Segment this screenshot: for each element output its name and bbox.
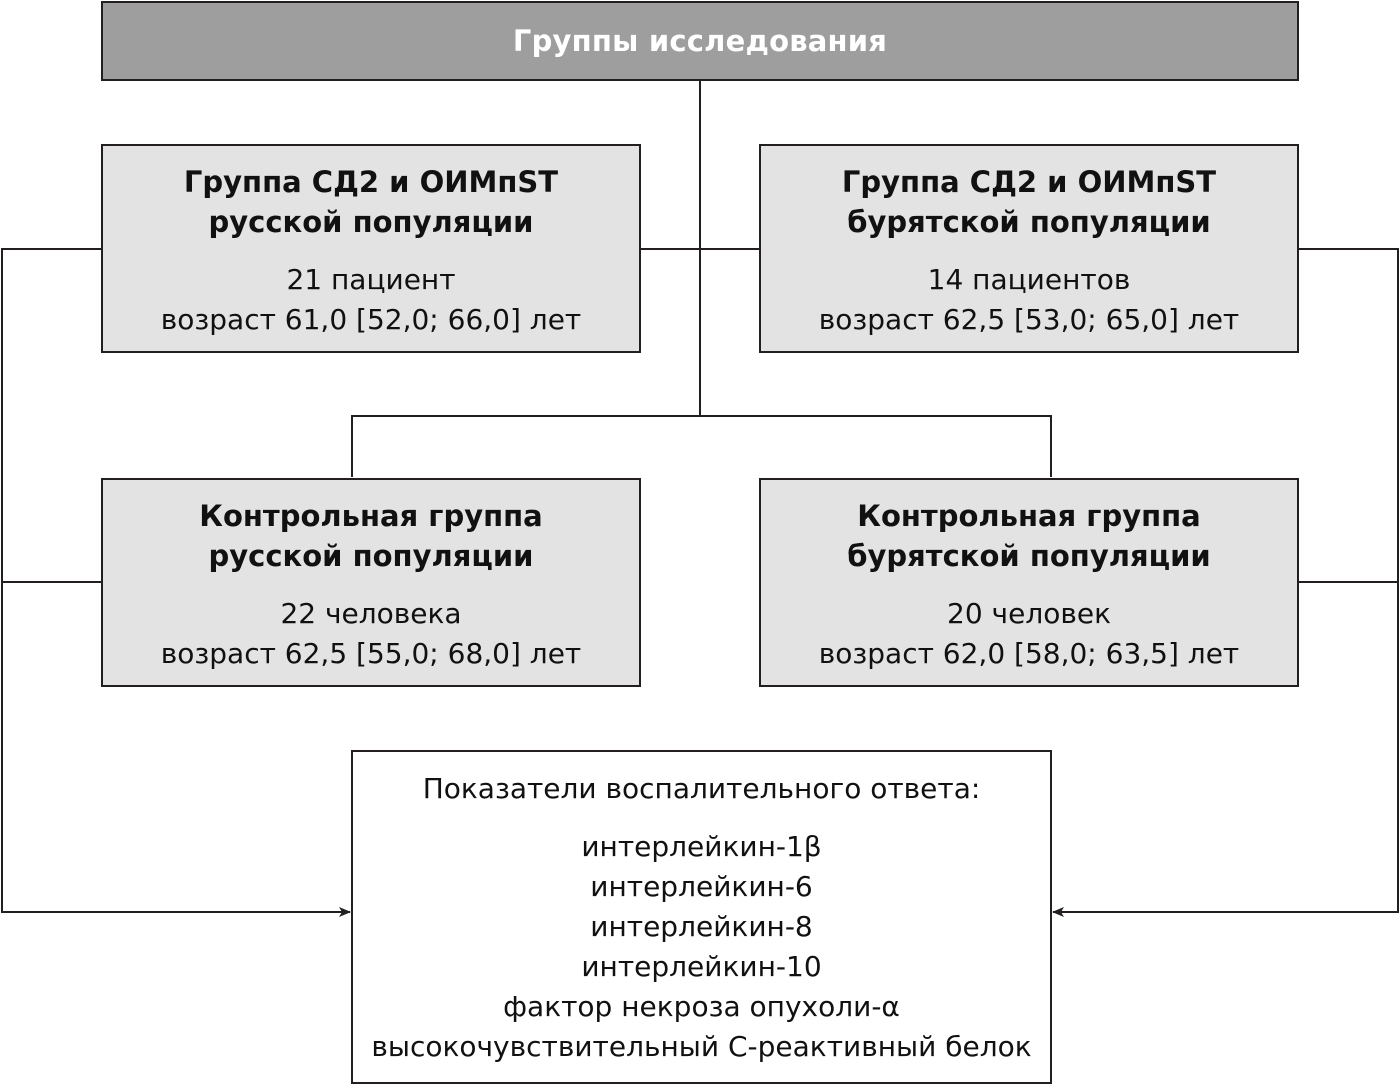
- group-age: возраст 62,5 [55,0; 68,0] лет: [160, 637, 582, 670]
- group-count: 14 пациентов: [927, 263, 1131, 296]
- control-split-line: [352, 416, 1051, 477]
- group-title-line: Группа СД2 и ОИМпST: [183, 165, 559, 199]
- group-info: [761, 260, 1297, 340]
- indicator-item: интерлейкин-8: [590, 910, 813, 943]
- group-title: [103, 162, 639, 242]
- indicators-title: Показатели воспалительного ответа:: [422, 772, 981, 805]
- group-title: [761, 496, 1297, 576]
- group-title-line: бурятской популяции: [847, 205, 1211, 239]
- group-age: возраст 62,5 [53,0; 65,0] лет: [818, 303, 1240, 336]
- group-title-line: русской популяции: [208, 539, 534, 573]
- group-count: 22 человека: [280, 597, 462, 630]
- indicator-item: высокочувствительный С-реактивный белок: [371, 1030, 1032, 1063]
- group-title: [103, 496, 639, 576]
- header-box: [101, 1, 1299, 81]
- group-title: [761, 162, 1297, 242]
- group-info: [103, 260, 639, 340]
- group-info: [761, 594, 1297, 674]
- group-info: [103, 594, 639, 674]
- group-title-line: Контрольная группа: [199, 499, 543, 533]
- indicators-box: [351, 750, 1052, 1084]
- group-title-line: Контрольная группа: [857, 499, 1201, 533]
- group-age: возраст 61,0 [52,0; 66,0] лет: [160, 303, 582, 336]
- group-box-russian-control: [101, 478, 641, 687]
- group-title-line: русской популяции: [208, 205, 534, 239]
- group-box-buryat-control: [759, 478, 1299, 687]
- group-box-buryat-t2dm: [759, 144, 1299, 353]
- indicator-item: интерлейкин-1β: [581, 830, 822, 863]
- indicator-item: интерлейкин-10: [581, 950, 822, 983]
- group-title-line: бурятской популяции: [847, 539, 1211, 573]
- group-count: 21 пациент: [286, 263, 456, 296]
- indicator-item: интерлейкин-6: [590, 870, 813, 903]
- group-title-line: Группа СД2 и ОИМпST: [841, 165, 1217, 199]
- indicator-item: фактор некроза опухоли-α: [503, 990, 900, 1023]
- header-title: Группы исследования: [512, 24, 888, 58]
- group-count: 20 человек: [947, 597, 1111, 630]
- group-age: возраст 62,0 [58,0; 63,5] лет: [818, 637, 1240, 670]
- group-box-russian-t2dm: [101, 144, 641, 353]
- indicators-list: [353, 827, 1050, 1067]
